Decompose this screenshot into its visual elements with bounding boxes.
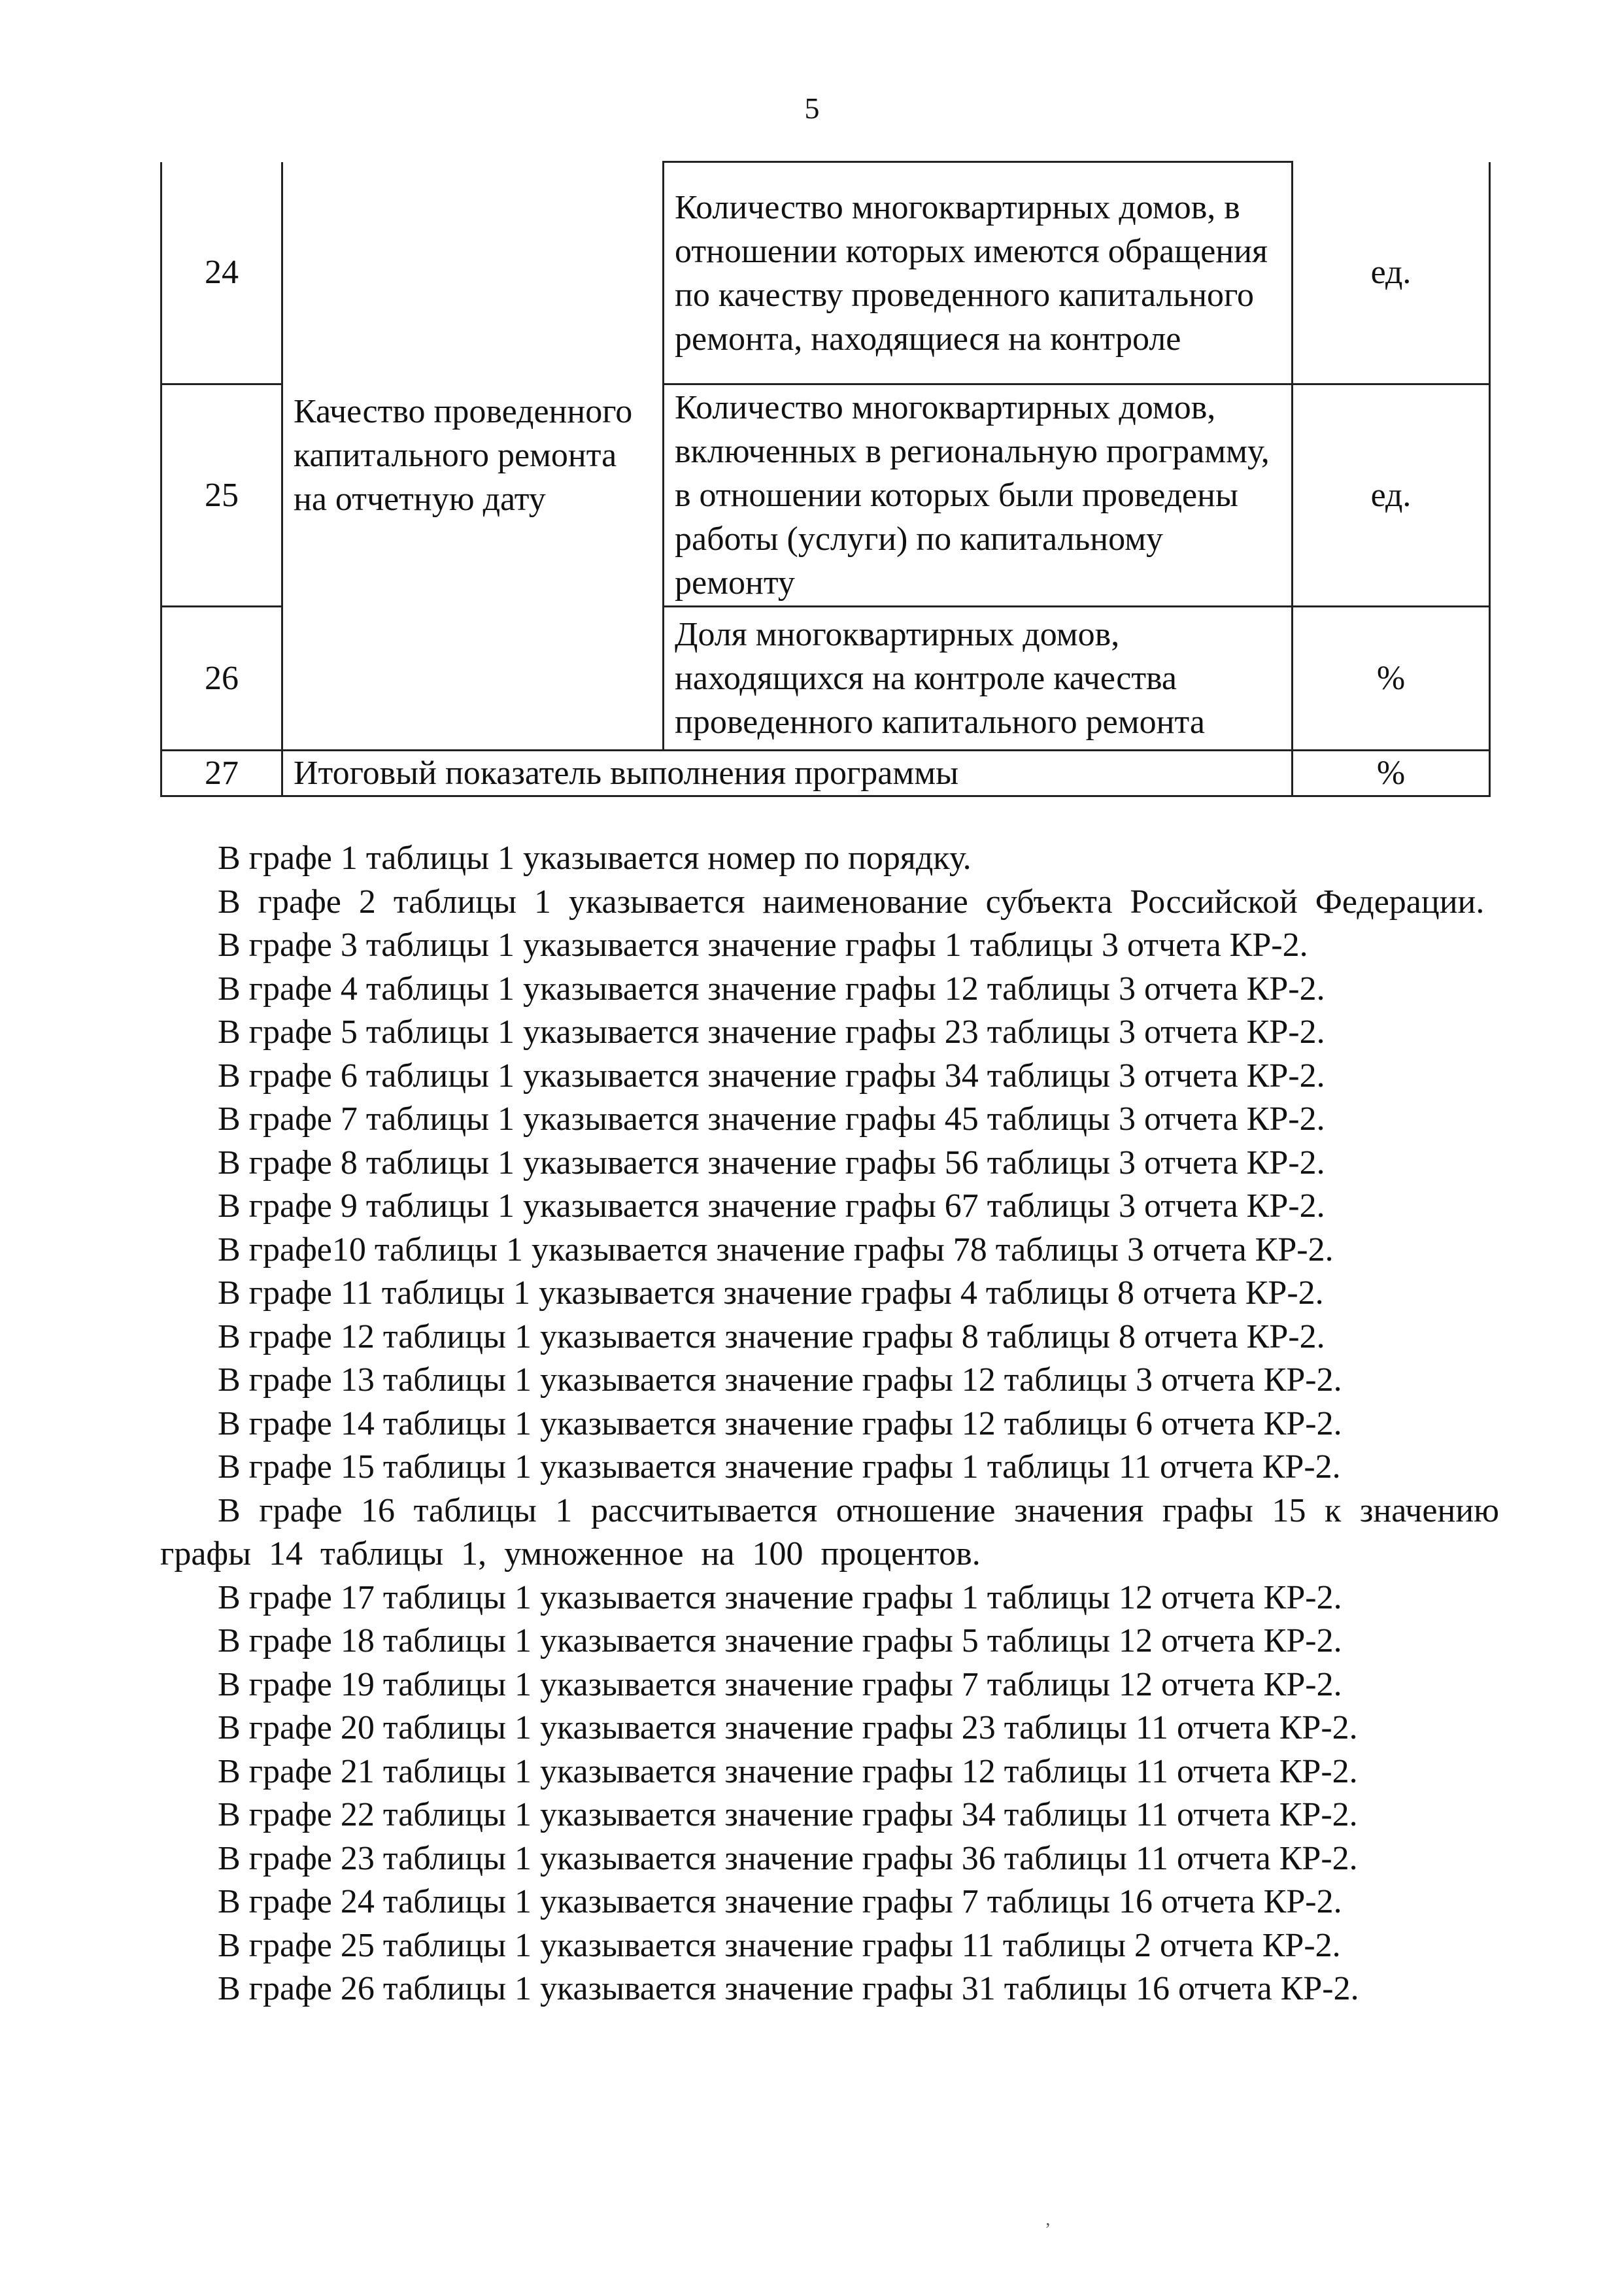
unit-cell: % — [1293, 751, 1490, 796]
paragraph: В графе 24 таблицы 1 указывается значение графы 7 таблицы 16 отчета КР-2. — [218, 1883, 1342, 1920]
paragraph: В графе 22 таблицы 1 указывается значение графы 34 таблицы 11 отчета КР-2. — [218, 1796, 1358, 1833]
indicators-table-container — [160, 161, 1489, 797]
paragraph: В графе 15 таблицы 1 указывается значение графы 1 таблицы 11 отчета КР-2. — [218, 1448, 1341, 1486]
table-total-row — [161, 751, 1490, 796]
paragraph: В графе 2 таблицы 1 указывается наименование субъекта Российской Федерации. — [218, 883, 1485, 921]
paragraph: В графе 9 таблицы 1 указывается значение графы 67 таблицы 3 отчета КР-2. — [218, 1187, 1325, 1225]
unit-cell: ед. — [1293, 384, 1490, 607]
indicator-group-label: Качество проведенного капитального ремонта на отчетную дату — [282, 162, 664, 751]
paragraph: В графе 17 таблицы 1 указывается значение графы 1 таблицы 12 отчета КР-2. — [218, 1578, 1342, 1616]
row-number: 24 — [161, 162, 282, 384]
paragraph: В графе 1 таблицы 1 указывается номер по порядку. — [218, 840, 972, 877]
indicator-description: Количество многоквартирных домов, в отношении которых имеются обращения по качеству проведенного капитального ремонта, находящиеся на контроле — [664, 162, 1293, 384]
unit-cell: ед. — [1293, 162, 1490, 384]
page-number: 5 — [804, 92, 820, 125]
paragraph: В графе 6 таблицы 1 указывается значение графы 34 таблицы 3 отчета КР-2. — [218, 1057, 1325, 1095]
paragraph: В графе 8 таблицы 1 указывается значение графы 56 таблицы 3 отчета КР-2. — [218, 1144, 1325, 1182]
paragraph: В графе 18 таблицы 1 указывается значение графы 5 таблицы 12 отчета КР-2. — [218, 1622, 1342, 1659]
indicators-table — [160, 161, 1491, 797]
paragraph: В графе 16 таблицы 1 рассчитывается отношение значения графы 15 к значению графы 14 таблицы 1, умноженное на 100 процентов. — [160, 1491, 1499, 1572]
paragraph: В графе 5 таблицы 1 указывается значение графы 23 таблицы 3 отчета КР-2. — [218, 1013, 1325, 1051]
paragraph: В графе 13 таблицы 1 указывается значение графы 12 таблицы 3 отчета КР-2. — [218, 1361, 1342, 1399]
table-row — [161, 162, 1490, 384]
stray-mark: ʼ — [1045, 2220, 1051, 2240]
row-number: 25 — [161, 384, 282, 607]
paragraph: В графе 20 таблицы 1 указывается значение графы 23 таблицы 11 отчета КР-2. — [218, 1709, 1358, 1746]
paragraph: В графе 12 таблицы 1 указывается значение графы 8 таблицы 8 отчета КР-2. — [218, 1318, 1325, 1355]
unit-cell: % — [1293, 607, 1490, 751]
paragraph: В графе 7 таблицы 1 указывается значение графы 45 таблицы 3 отчета КР-2. — [218, 1100, 1325, 1138]
paragraph: В графе10 таблицы 1 указывается значение графы 78 таблицы 3 отчета КР-2. — [218, 1231, 1334, 1268]
paragraph: В графе 14 таблицы 1 указывается значение графы 12 таблицы 6 отчета КР-2. — [218, 1404, 1342, 1442]
paragraph: В графе 25 таблицы 1 указывается значение графы 11 таблицы 2 отчета КР-2. — [218, 1926, 1341, 1964]
total-indicator-label: Итоговый показатель выполнения программы — [282, 751, 1293, 796]
paragraph: В графе 3 таблицы 1 указывается значение графы 1 таблицы 3 отчета КР-2. — [218, 926, 1308, 964]
row-number: 27 — [161, 751, 282, 796]
indicator-description: Количество многоквартирных домов, включенных в региональную программу, в отношении которых были проведены работы (услуги) по капитальному ремонту — [664, 384, 1293, 607]
indicator-description: Доля многоквартирных домов, находящихся на контроле качества проведенного капитального ремонта — [664, 607, 1293, 751]
paragraph: В графе 11 таблицы 1 указывается значение графы 4 таблицы 8 отчета КР-2. — [218, 1274, 1324, 1312]
paragraph: В графе 21 таблицы 1 указывается значение графы 12 таблицы 11 отчета КР-2. — [218, 1752, 1358, 1790]
instructions-text — [160, 837, 1499, 2011]
paragraph: В графе 19 таблицы 1 указывается значение графы 7 таблицы 12 отчета КР-2. — [218, 1665, 1342, 1703]
paragraph: В графе 26 таблицы 1 указывается значение графы 31 таблицы 16 отчета КР-2. — [218, 1970, 1359, 2007]
row-number: 26 — [161, 607, 282, 751]
paragraph: В графе 4 таблицы 1 указывается значение графы 12 таблицы 3 отчета КР-2. — [218, 970, 1325, 1008]
paragraph: В графе 23 таблицы 1 указывается значение графы 36 таблицы 11 отчета КР-2. — [218, 1839, 1358, 1877]
